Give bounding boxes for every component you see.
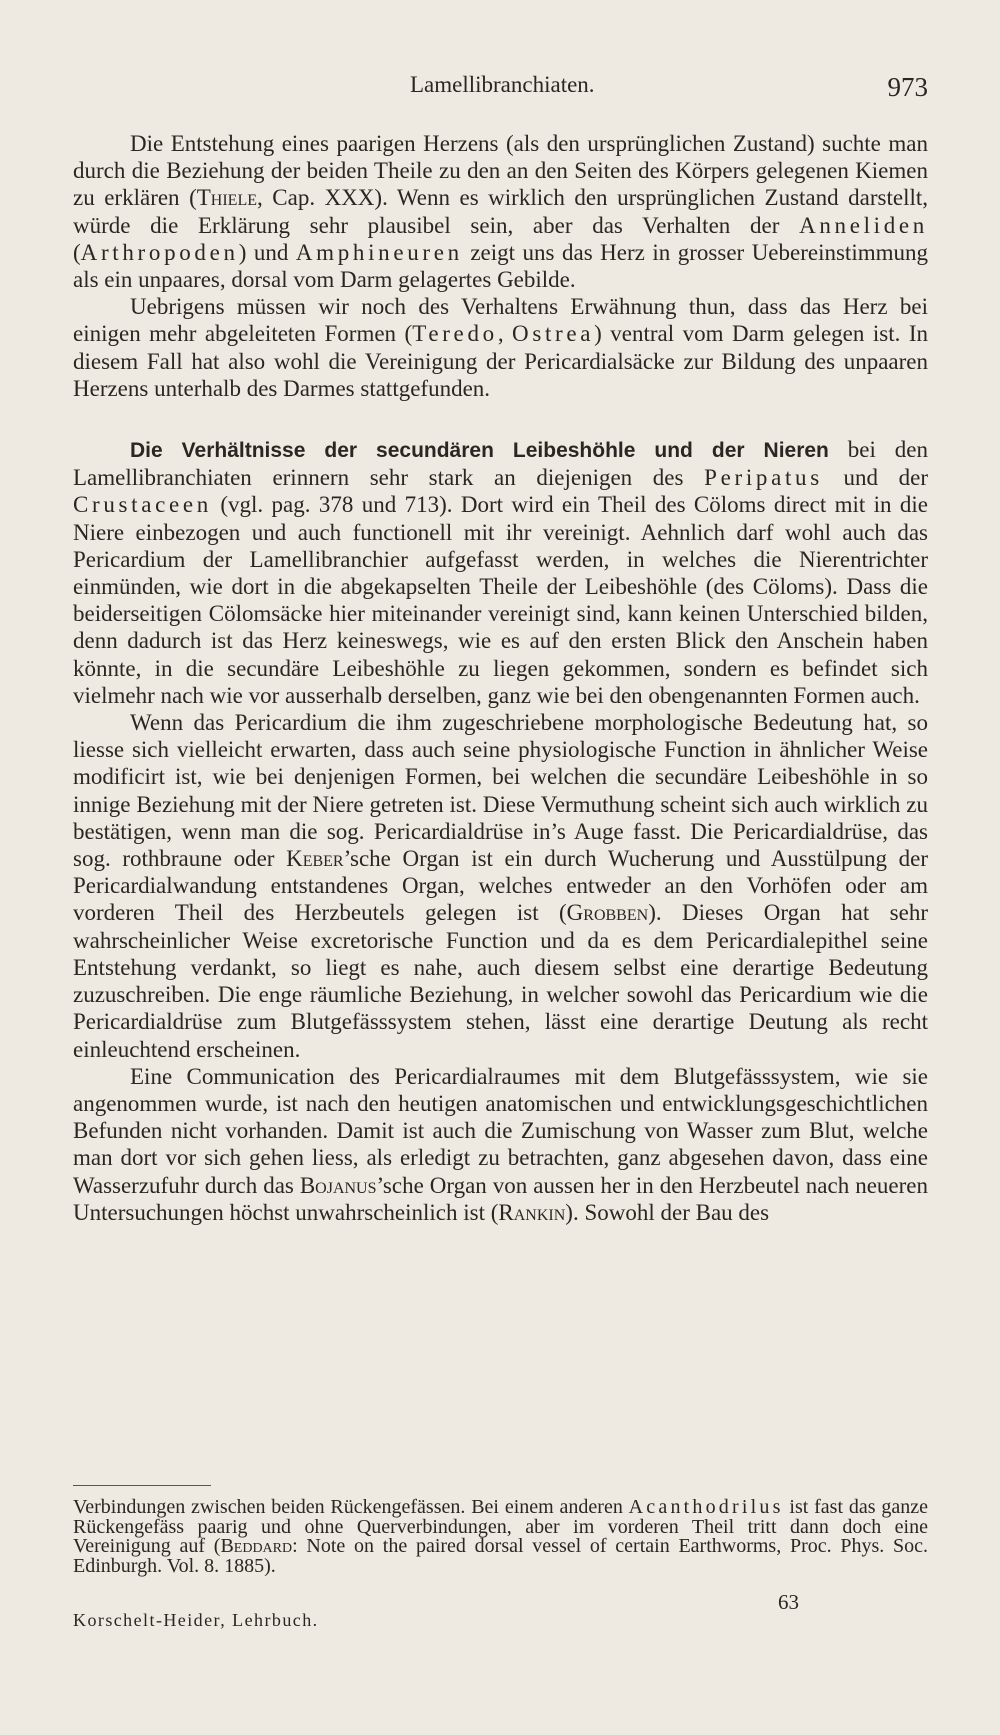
text-run: ( — [73, 239, 81, 265]
text-run: Eine Communication des Pericardialraumes mit dem Blutgefässsystem, wie sie angenommen wurde, ist nach den heutigen anatomischen und entwicklungsgeschichtlichen Befunden nicht vorhanden. Damit ist auch die Zumischung von Wasser zum Blut, welche man dort vor sich gehen liess, als erledigt zu betrachten, ganz abgesehen davon, dass eine Wasserzufuhr durch das — [73, 1063, 928, 1198]
taxon-name: Teredo — [412, 321, 498, 347]
text-run: bei den Lamellibranchiaten erinnern sehr stark an diejenigen des — [73, 437, 928, 491]
text-run: ) und — [238, 239, 296, 265]
text-run: ist fast das ganze Rückengefäss paarig und ohne Querverbindungen, aber im vorderen Theil tritt dann doch eine Vereinigung auf ( — [73, 1496, 928, 1557]
footnote — [73, 1498, 928, 1576]
taxon-name: Anneliden — [799, 212, 928, 238]
text-run: ). Sowohl der Bau des — [565, 1199, 770, 1225]
text-run: : Note on the paired dorsal vessel of certain Earthworms, Proc. Phys. Soc. Edinburgh. Vol. 8. 1885). — [73, 1535, 928, 1577]
author-name: Keber — [286, 846, 344, 872]
paragraph-1 — [73, 130, 928, 293]
text-run: , — [497, 321, 513, 347]
taxon-name: Amphineuren — [295, 239, 463, 265]
footnote-rule — [73, 1485, 211, 1486]
text-run: ’sche Organ von aussen her in den Herzbeutel nach neueren Untersuchungen höchst unwahrscheinlich ist ( — [73, 1172, 928, 1225]
section-lead-heading: Die Verhältnisse der secundären Leibeshöhle und der Nieren — [130, 439, 829, 463]
page-number: 973 — [887, 72, 928, 102]
body-text — [73, 130, 928, 1226]
taxon-name: Arthropoden — [80, 239, 239, 265]
author-name: Bojanus — [299, 1172, 377, 1198]
author-name: Beddard — [220, 1535, 293, 1557]
text-run: (vgl. pag. 378 und 713). Dort wird ein Theil des Cöloms direct mit in die Niere einbezogen und auch functionell mit ihr vereinigt. Aehnlich darf wohl auch das Pericardium der Lamellibranchier aufgefasst werden, in welches die Nierentrichter einmünden, wie dort in die abgekapselten Theile der Leibeshöhle (des Cöloms). Dass die beiderseitigen Cölomsäcke hier miteinander vereinigt sind, kann keinen Unterschied bilden, denn dadurch ist das Herz keineswegs, wie es auf den ersten Blick den Anschein haben könnte, in die secundäre Leibeshöhle zu liegen gekommen, sondern es befindet sich vielmehr nach wie vor ausserhalb derselben, ganz wie bei den obengenannten Formen auch. — [73, 492, 928, 708]
text-run: Wenn das Pericardium die ihm zugeschriebene morphologische Bedeutung hat, so liesse sich vielleicht erwarten, dass auch seine physiologische Function in ähnlicher Weise modificirt ist, wie bei denjenigen Formen, bei welchen die secundäre Leibeshöhle in so innige Beziehung mit der Niere getreten ist. Diese Vermuthung scheint sich auch wirklich zu bestätigen, wenn man die sog. Pericardialdrüse in’s Auge fasst. Die Pericardialdrüse, das sog. rothbraune oder — [73, 710, 928, 872]
sheet-number: 63 — [778, 1590, 799, 1614]
text-run: Verbindungen zwischen beiden Rückengefässen. Bei einem anderen — [73, 1496, 629, 1518]
taxon-name: Crustaceen — [73, 492, 212, 518]
text-run: zeigt uns das Herz in grosser Uebereinstimmung als ein unpaares, dorsal vom Darm gelagertes Gebilde. — [73, 239, 928, 293]
text-run: ’sche Organ ist ein durch Wucherung und Ausstülpung der Pericardialwandung entstandenes Organ, welches entweder an den Vorhöfen oder am vorderen Theil des Herzbeutels gelegen ist ( — [73, 846, 928, 926]
page-footer — [73, 1590, 928, 1631]
text-run: und der — [822, 465, 928, 491]
taxon-name: Peripatus — [704, 465, 823, 491]
text-run: ) ventral vom Darm gelegen ist. In diesem Fall hat also wohl die Vereinigung der Pericardialsäcke zur Bildung des unpaaren Herzens unterhalb des Darmes stattgefunden. — [73, 321, 928, 401]
author-name: Grobben — [566, 900, 649, 926]
running-header — [0, 72, 1000, 102]
paragraph-4 — [73, 709, 928, 1063]
paragraph-5 — [73, 1063, 928, 1226]
running-title: Lamellibranchiaten. — [410, 72, 595, 97]
text-run: , Cap. XXX). Wenn es wirklich den ursprünglichen Zustand darstellt, würde die Erklärung sehr plausibel sein, aber das Verhalten der — [73, 185, 928, 238]
paragraph-3 — [73, 436, 928, 709]
text-run: Uebrigens müssen wir noch des Verhaltens Erwähnung thun, dass das Herz bei einigen mehr abgeleiteten Formen ( — [73, 294, 928, 347]
paragraph-2 — [73, 293, 928, 402]
taxon-name: Acanthodrilus — [628, 1496, 784, 1518]
text-run: ). Dieses Organ hat sehr wahrscheinlicher Weise excretorische Function und da es dem Pericardialepithel seine Entstehung verdankt, so liegt es nahe, auch diesem selbst eine derartige Bedeutung zuzuschreiben. Die enge räumliche Beziehung, in welcher sowohl das Pericardium wie die Pericardialdrüse zum Blutgefässsystem stehen, lässt eine derartige Deutung als recht einleuchtend erscheinen. — [73, 900, 928, 1062]
taxon-name: Ostrea — [512, 321, 595, 347]
author-name: Thiele — [196, 185, 257, 211]
author-name: Rankin — [498, 1199, 566, 1225]
signature-mark: Korschelt-Heider, Lehrbuch. — [73, 1610, 319, 1630]
text-run: Die Entstehung eines paarigen Herzens (als den ursprünglichen Zustand) suchte man durch die Beziehung der beiden Theile zu den an den Seiten des Körpers gelegenen Kiemen zu erklären ( — [73, 131, 928, 211]
